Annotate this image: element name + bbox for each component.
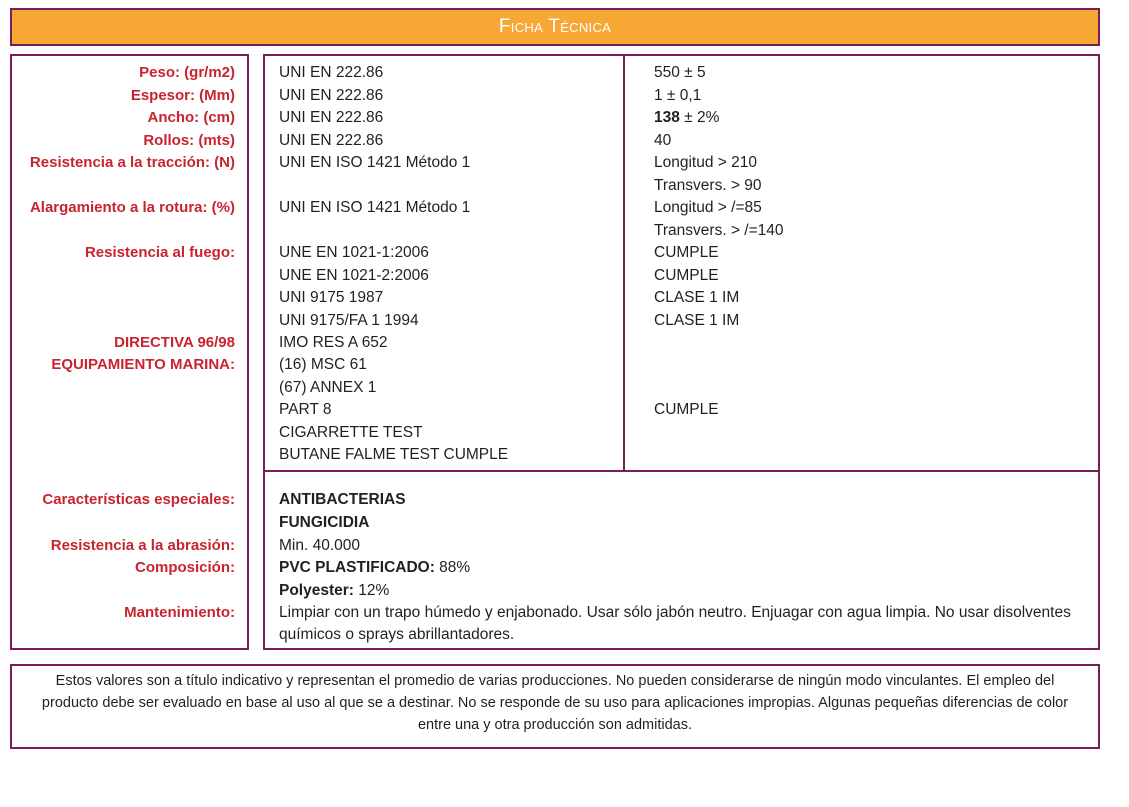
norm-ancho: UNI EN 222.86 xyxy=(279,109,384,126)
value-fuego-2: CUMPLE xyxy=(654,267,719,284)
value-peso: 550 ± 5 xyxy=(654,64,706,81)
value-ancho-main: 138 xyxy=(654,109,680,126)
norm-espesor: UNI EN 222.86 xyxy=(279,87,384,104)
label-traccion: Resistencia a la tracción: (N) xyxy=(29,154,235,171)
value-fuego-1: CUMPLE xyxy=(654,244,719,261)
label-fuego: Resistencia al fuego: xyxy=(84,244,235,261)
label-abrasion: Resistencia a la abrasión: xyxy=(50,537,235,554)
norm-traccion: UNI EN ISO 1421 Método 1 xyxy=(279,154,471,171)
norm-alargamiento: UNI EN ISO 1421 Método 1 xyxy=(279,199,471,216)
norm-marina-5: CIGARRETTE TEST xyxy=(279,424,423,441)
disclaimer-box xyxy=(10,664,1100,749)
label-ancho: Ancho: (cm) xyxy=(147,109,235,126)
label-directiva: DIRECTIVA 96/98 xyxy=(114,334,235,351)
label-espesor: Espesor: (Mm) xyxy=(130,87,235,104)
value-abrasion: Min. 40.000 xyxy=(279,537,360,554)
label-caracteristicas: Características especiales: xyxy=(42,491,235,508)
feature-antibacterias: ANTIBACTERIAS xyxy=(279,491,406,508)
column-divider xyxy=(623,54,625,472)
feature-fungicidia: FUNGICIDIA xyxy=(279,514,370,531)
norm-fuego-2: UNE EN 1021-2:2006 xyxy=(279,267,429,284)
composition-pvc xyxy=(279,558,470,578)
value-traccion-trans: Transvers. > 90 xyxy=(654,177,762,194)
norm-marina-4: PART 8 xyxy=(279,401,332,418)
value-alarg-trans: Transvers. > /=140 xyxy=(654,222,784,239)
label-peso: Peso: (gr/m2) xyxy=(139,64,235,81)
norm-marina-1: IMO RES A 652 xyxy=(279,334,388,351)
label-alargamiento: Alargamiento a la rotura: (%) xyxy=(29,199,235,216)
composition-polyester-value: 12% xyxy=(353,582,390,599)
value-marina: CUMPLE xyxy=(654,401,719,418)
section-divider xyxy=(263,470,1100,472)
norm-peso: UNI EN 222.86 xyxy=(279,64,384,81)
value-mantenimiento: Limpiar con un trapo húmedo y enjabonado. Usar sólo jabón neutro. Enjuagar con agua limpia. No usar disolventes químicos o sprays abrillantadores. xyxy=(279,604,1071,643)
norm-fuego-4: UNI 9175/FA 1 1994 xyxy=(279,312,419,329)
composition-pvc-value: 88% xyxy=(434,559,471,576)
value-espesor: 1 ± 0,1 xyxy=(654,87,702,104)
value-traccion-long: Longitud > 210 xyxy=(654,154,757,171)
value-rollos: 40 xyxy=(654,132,672,149)
value-ancho-tolerance: ± 2% xyxy=(679,109,720,126)
composition-polyester xyxy=(279,581,389,601)
disclaimer-text: Estos valores son a título indicativo y representan el promedio de varias producciones. No pueden considerarse de ningún modo vinculantes. El empleo del producto debe ser evaluado en base al uso al que se a destinar. No se responde de su uso para aplicaciones impropias. Algunas pequeñas diferencias de color entre una y otra producción son admitidas. xyxy=(41,673,1069,733)
composition-pvc-label: PVC PLASTIFICADO: xyxy=(279,559,435,576)
norm-marina-6: BUTANE FALME TEST CUMPLE xyxy=(279,446,509,463)
norm-marina-2: (16) MSC 61 xyxy=(279,356,367,373)
norm-rollos: UNI EN 222.86 xyxy=(279,132,384,149)
label-rollos: Rollos: (mts) xyxy=(143,132,235,149)
value-fuego-3: CLASE 1 IM xyxy=(654,289,740,306)
composition-polyester-label: Polyester: xyxy=(279,582,354,599)
title-banner xyxy=(10,8,1100,46)
page-title: Ficha Técnica xyxy=(498,16,612,37)
label-composicion: Composición: xyxy=(135,559,235,576)
norm-fuego-3: UNI 9175 1987 xyxy=(279,289,384,306)
value-fuego-4: CLASE 1 IM xyxy=(654,312,740,329)
value-ancho xyxy=(654,108,719,128)
norm-fuego-1: UNE EN 1021-1:2006 xyxy=(279,244,429,261)
label-marina: EQUIPAMIENTO MARINA: xyxy=(51,356,235,373)
value-alarg-long: Longitud > /=85 xyxy=(654,199,762,216)
norm-marina-3: (67) ANNEX 1 xyxy=(279,379,377,396)
label-mantenimiento: Mantenimiento: xyxy=(124,604,235,621)
